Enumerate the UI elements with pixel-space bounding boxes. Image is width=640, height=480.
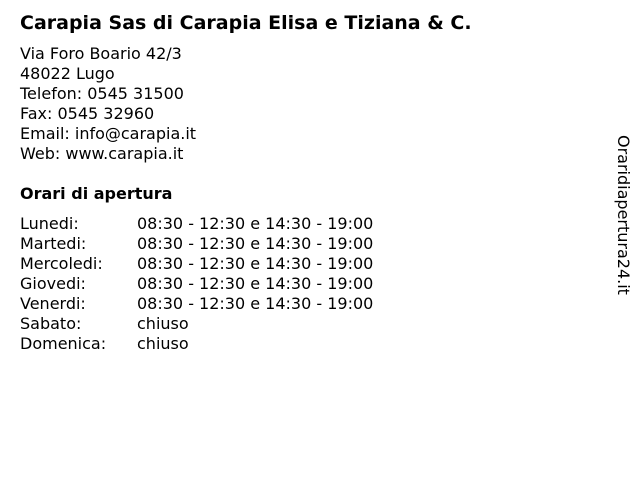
day-label: Lunedi: [20,214,79,233]
address-city: 48022 Lugo [20,64,115,83]
hours-value: 08:30 - 12:30 e 14:30 - 19:00 [137,214,374,233]
day-label: Giovedi: [20,274,86,293]
opening-hours-heading: Orari di apertura [20,184,173,203]
hours-value: 08:30 - 12:30 e 14:30 - 19:00 [137,254,374,273]
day-label: Venerdi: [20,294,86,313]
contact-block [20,44,196,164]
day-label: Martedi: [20,234,87,253]
hours-value: chiuso [137,314,189,333]
phone-number: Telefon: 0545 31500 [20,84,184,103]
fax-number: Fax: 0545 32960 [20,104,155,123]
hours-value: 08:30 - 12:30 e 14:30 - 19:00 [137,234,374,253]
hours-value: chiuso [137,334,189,353]
website: Web: www.carapia.it [20,144,184,163]
address-street: Via Foro Boario 42/3 [20,44,182,63]
business-name: Carapia Sas di Carapia Elisa e Tiziana & C. [20,12,472,34]
hours-value: 08:30 - 12:30 e 14:30 - 19:00 [137,294,374,313]
email-address: Email: info@carapia.it [20,124,197,143]
site-watermark: Oraridiapertura24.it [614,135,633,295]
day-label: Domenica: [20,334,107,353]
hours-value: 08:30 - 12:30 e 14:30 - 19:00 [137,274,374,293]
day-label: Mercoledi: [20,254,103,273]
day-label: Sabato: [20,314,82,333]
